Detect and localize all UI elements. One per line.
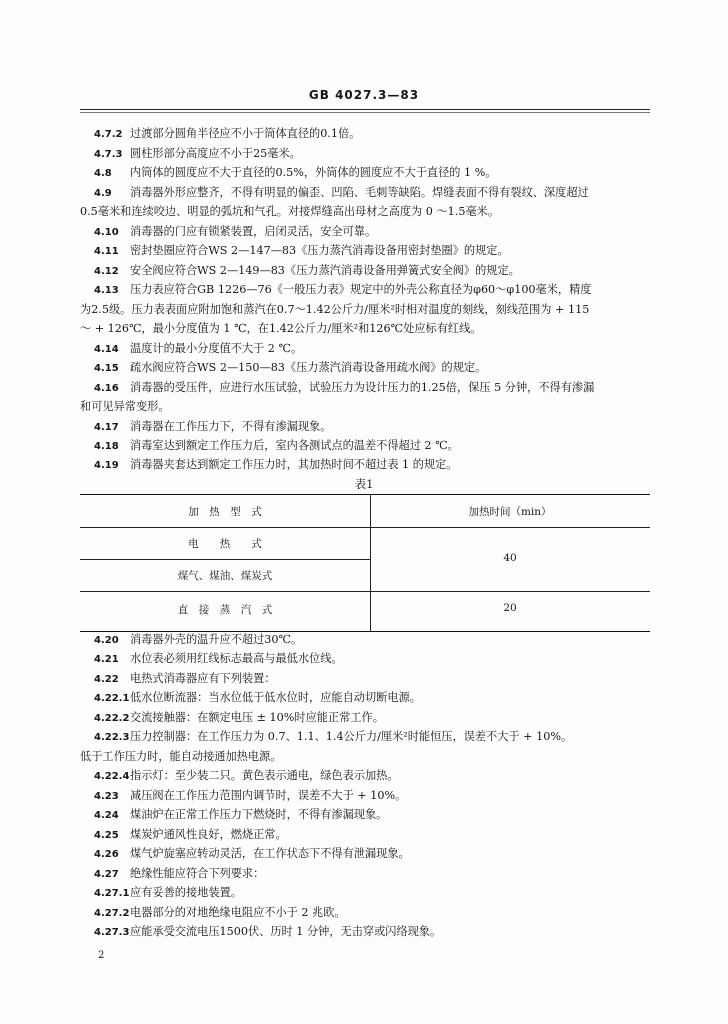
clause-4-14: 4.14 温度计的最小分度值不大于 2 ℃。	[94, 342, 303, 355]
clause-4-17: 4.17 消毒器在工作压力下，不得有渗漏现象。	[94, 420, 332, 433]
clause-4-22-2: 4.22.2交流接触器：在额定电压 ± 10%时应能正常工作。	[94, 711, 384, 724]
table-header-rule	[80, 527, 650, 528]
clause-4-13: 4.13 压力表应符合GB 1226—76《一般压力表》规定中的外壳公称直径为φ60～φ100毫米，精度	[94, 283, 592, 296]
clause-4-27-2: 4.27.2电器部分的对地绝缘电阻应不小于 2 兆欧。	[94, 906, 346, 919]
clause-4-18: 4.18 消毒室达到额定工作压力后，室内各测试点的温差不得超过 2 ℃。	[94, 439, 459, 452]
table-cell-value-20: 20	[503, 602, 517, 614]
standard-code-header: GB 4027.3—83	[308, 88, 420, 102]
table-cell-direct-steam: 直 接 蒸 汽 式	[177, 604, 273, 616]
clause-4-22-4: 4.22.4指示灯：至少装二只。黄色表示通电，绿色表示加热。	[94, 769, 399, 782]
clause-4-13-cont2: ～ + 126℃，最小分度值为 1 ℃，在1.42公斤力/厘米²和126℃处应标有红线。	[80, 322, 482, 335]
clause-4-22: 4.22 电热式消毒器应有下列装置：	[94, 672, 276, 685]
clause-4-12: 4.12 安全阀应符合WS 2—149—83《压力蒸汽消毒设备用弹簧式安全阀》的规定。	[94, 264, 520, 277]
clause-4-7-2: 4.7.2 过渡部分圆角半径应不小于筒体直径的0.1倍。	[94, 127, 361, 140]
clause-4-8: 4.8 内筒体的圆度应不大于直径的0.5%，外筒体的圆度应不大于直径的 1 %。	[94, 166, 497, 179]
clause-4-22-1: 4.22.1低水位断流器：当水位低于低水位时，应能自动切断电源。	[94, 691, 421, 704]
clause-4-7-3: 4.7.3 圆柱形部分高度应不小于25毫米。	[94, 147, 301, 160]
clause-4-13-cont: 为2.5级。压力表表面应附加饱和蒸汽在0.7～1.42公斤力/厘米²时相对温度的刻线，刻线范围为 + 115	[80, 303, 590, 316]
table-header-heating-time: 加热时间（min）	[468, 506, 552, 518]
clause-4-24: 4.24 煤油炉在正常工作压力下燃烧时，不得有渗漏现象。	[94, 808, 388, 821]
clause-4-27: 4.27 绝缘性能应符合下列要求：	[94, 867, 265, 880]
clause-4-25: 4.25 煤炭炉通风性良好，燃烧正常。	[94, 828, 287, 841]
clause-4-21: 4.21 水位表必须用红线标志最高与最低水位线。	[94, 652, 343, 665]
table-cell-electric: 电 热 式	[188, 538, 262, 550]
clause-4-16-cont: 和可见异常变形。	[80, 400, 170, 413]
clause-4-22-3: 4.22.3压力控制器：在工作压力为 0.7、1.1、1.4公斤力/厘米²时能恒压，误差不大于 + 10%。	[94, 730, 573, 743]
clause-4-23: 4.23 减压阀在工作压力范围内调节时，误差不大于 + 10%。	[94, 789, 407, 802]
table-title: 表1	[354, 477, 374, 491]
table-cell-gas-kerosene-coal: 煤气、煤油、煤炭式	[177, 570, 273, 582]
clause-4-27-1: 4.27.1应有妥善的接地装置。	[94, 886, 242, 899]
table-row-rule-1	[80, 559, 370, 560]
header-rule-secondary	[80, 112, 650, 113]
table-cell-value-40: 40	[503, 552, 517, 564]
table-header-heating-type: 加 热 型 式	[188, 506, 262, 518]
clause-4-26: 4.26 煤气炉旋塞应转动灵活，在工作状态下不得有泄漏现象。	[94, 847, 410, 860]
clause-4-19: 4.19 消毒器夹套达到额定工作压力时，其加热时间不超过表 1 的规定。	[94, 458, 458, 471]
clause-4-20: 4.20 消毒器外壳的温升应不超过30℃。	[94, 633, 303, 646]
clause-4-16: 4.16 消毒器的受压件，应进行水压试验，试验压力为设计压力的1.25倍，保压 5 分钟，不得有渗漏	[94, 381, 595, 394]
clause-4-27-3: 4.27.3应能承受交流电压1500伏、历时 1 分钟，无击穿或闪络现象。	[94, 925, 442, 938]
clause-4-11: 4.11 密封垫圈应符合WS 2—147—83《压力蒸汽消毒设备用密封垫圈》的规定。	[94, 244, 509, 257]
table-row-rule-2	[80, 591, 650, 592]
clause-4-15: 4.15 疏水阀应符合WS 2—150—83《压力蒸汽消毒设备用疏水阀》的规定。	[94, 361, 487, 374]
clause-4-22-3-cont: 低于工作压力时，能自动接通加热电源。	[80, 750, 282, 763]
header-rule	[80, 109, 650, 110]
heating-time-table	[80, 494, 650, 632]
clause-4-10: 4.10 消毒器的门应有锁紧装置，启闭灵活，安全可靠。	[94, 225, 377, 238]
clause-4-9-cont: 0.5毫米和连续咬边、明显的弧坑和气孔。对接焊缝高出母材之高度为 0 ～1.5毫米。	[80, 205, 500, 218]
clause-4-9: 4.9 消毒器外形应整齐，不得有明显的偏歪、凹陷、毛刺等缺陷。焊缝表面不得有裂纹、深度超过	[94, 186, 589, 199]
page-number: 2	[98, 950, 105, 961]
